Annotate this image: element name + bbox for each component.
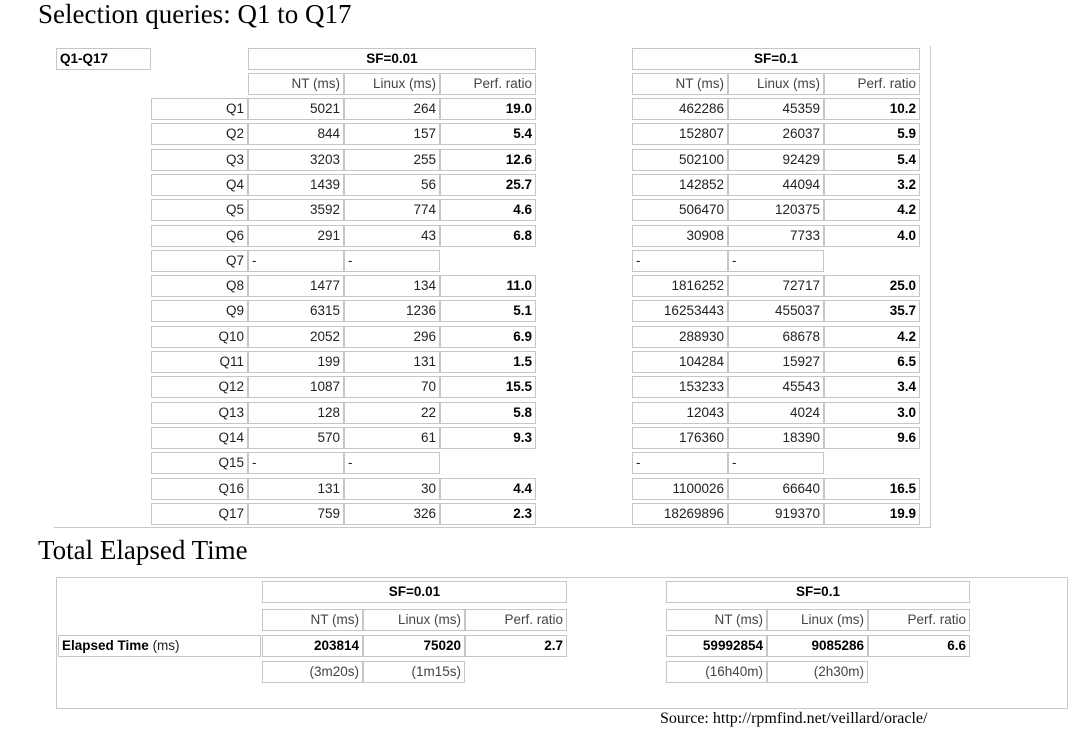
- data-cell: 45359: [728, 98, 824, 120]
- data-cell: 3203: [248, 149, 344, 171]
- data-cell: 66640: [728, 478, 824, 500]
- data-cell: 2.3: [440, 503, 536, 525]
- data-cell: 296: [344, 326, 440, 348]
- data-cell: 35.7: [824, 300, 920, 322]
- data-cell: 774: [344, 199, 440, 221]
- query-label: Q15: [151, 452, 248, 474]
- data-cell: 19.0: [440, 98, 536, 120]
- total-elapsed-time-heading: Total Elapsed Time: [38, 535, 248, 565]
- query-label: Q4: [151, 174, 248, 196]
- column-header: Perf. ratio: [868, 609, 970, 631]
- query-label: Q8: [151, 275, 248, 297]
- query-label: Q16: [151, 478, 248, 500]
- data-cell: 120375: [728, 199, 824, 221]
- data-cell: 6.8: [440, 225, 536, 247]
- data-cell: 5.4: [824, 149, 920, 171]
- data-cell: 6.9: [440, 326, 536, 348]
- query-label: Q10: [151, 326, 248, 348]
- query-label: Q6: [151, 225, 248, 247]
- data-cell: 5.1: [440, 300, 536, 322]
- column-header: Perf. ratio: [824, 73, 920, 95]
- data-cell: 30908: [632, 225, 728, 247]
- data-cell: 291: [248, 225, 344, 247]
- data-cell: 19.9: [824, 503, 920, 525]
- data-cell: 22: [344, 402, 440, 424]
- data-cell: 152807: [632, 123, 728, 145]
- elapsed-human: (1m15s): [363, 661, 465, 683]
- data-cell: 72717: [728, 275, 824, 297]
- data-cell: 25.7: [440, 174, 536, 196]
- data-cell: 15.5: [440, 376, 536, 398]
- elapsed-human: (3m20s): [262, 661, 363, 683]
- query-label: Q11: [151, 351, 248, 373]
- data-cell: 25.0: [824, 275, 920, 297]
- data-cell: 12043: [632, 402, 728, 424]
- data-cell: 142852: [632, 174, 728, 196]
- data-cell: 5.8: [440, 402, 536, 424]
- data-cell: 7733: [728, 225, 824, 247]
- data-cell: 153233: [632, 376, 728, 398]
- data-cell: 1439: [248, 174, 344, 196]
- data-cell: 506470: [632, 199, 728, 221]
- data-cell: 43: [344, 225, 440, 247]
- elapsed-value: 9085286: [767, 635, 868, 657]
- data-cell: 4024: [728, 402, 824, 424]
- data-cell: -: [344, 250, 440, 272]
- elapsed-human: (2h30m): [767, 661, 868, 683]
- data-cell: 18269896: [632, 503, 728, 525]
- column-header: Linux (ms): [344, 73, 440, 95]
- data-cell: 1100026: [632, 478, 728, 500]
- query-label: Q5: [151, 199, 248, 221]
- data-cell: 1816252: [632, 275, 728, 297]
- data-cell: -: [632, 452, 728, 474]
- query-label: Q3: [151, 149, 248, 171]
- query-label: Q1: [151, 98, 248, 120]
- column-header: Perf. ratio: [440, 73, 536, 95]
- data-cell: 3592: [248, 199, 344, 221]
- data-cell: -: [248, 250, 344, 272]
- data-cell: -: [248, 452, 344, 474]
- data-cell: 10.2: [824, 98, 920, 120]
- data-cell: 11.0: [440, 275, 536, 297]
- data-cell: 4.2: [824, 199, 920, 221]
- data-cell: 9.3: [440, 427, 536, 449]
- data-cell: 4.0: [824, 225, 920, 247]
- data-cell: 3.0: [824, 402, 920, 424]
- elapsed-value: 75020: [363, 635, 465, 657]
- query-label: Q7: [151, 250, 248, 272]
- column-header: Perf. ratio: [465, 609, 567, 631]
- data-cell: 326: [344, 503, 440, 525]
- data-cell: 1477: [248, 275, 344, 297]
- data-cell: 3.4: [824, 376, 920, 398]
- column-header: NT (ms): [262, 609, 363, 631]
- column-header: Linux (ms): [728, 73, 824, 95]
- data-cell: 4.4: [440, 478, 536, 500]
- data-cell: 3.2: [824, 174, 920, 196]
- elapsed-time-table: [56, 577, 1068, 709]
- group-header-sf01: SF=0.1: [666, 581, 970, 603]
- data-cell: 30: [344, 478, 440, 500]
- data-cell: 61: [344, 427, 440, 449]
- data-cell: 455037: [728, 300, 824, 322]
- data-cell: 12.6: [440, 149, 536, 171]
- data-cell: 759: [248, 503, 344, 525]
- data-cell: 288930: [632, 326, 728, 348]
- column-header: NT (ms): [632, 73, 728, 95]
- query-label: Q17: [151, 503, 248, 525]
- group-header-sf001: SF=0.01: [262, 581, 567, 603]
- data-cell: [824, 250, 920, 272]
- group-header-sf01: SF=0.1: [632, 48, 920, 70]
- elapsed-human: (16h40m): [666, 661, 767, 683]
- data-cell: 70: [344, 376, 440, 398]
- data-cell: 157: [344, 123, 440, 145]
- data-cell: 844: [248, 123, 344, 145]
- data-cell: 199: [248, 351, 344, 373]
- data-cell: 5.9: [824, 123, 920, 145]
- data-cell: [440, 452, 536, 474]
- query-label: Q12: [151, 376, 248, 398]
- elapsed-time-unit: (ms): [152, 638, 180, 653]
- data-cell: 264: [344, 98, 440, 120]
- elapsed-value: 59992854: [666, 635, 767, 657]
- query-label: Q14: [151, 427, 248, 449]
- data-cell: 5021: [248, 98, 344, 120]
- elapsed-value: 203814: [262, 635, 363, 657]
- data-cell: -: [728, 452, 824, 474]
- corner-label: Q1-Q17: [56, 48, 151, 70]
- data-cell: [824, 452, 920, 474]
- source-caption: Source: http://rpmfind.net/veillard/oracle/: [660, 710, 928, 727]
- elapsed-time-row-label: [58, 635, 261, 657]
- data-cell: 919370: [728, 503, 824, 525]
- data-cell: 2052: [248, 326, 344, 348]
- data-cell: 502100: [632, 149, 728, 171]
- column-header: Linux (ms): [363, 609, 465, 631]
- data-cell: [440, 250, 536, 272]
- data-cell: 462286: [632, 98, 728, 120]
- selection-queries-table: [54, 46, 931, 528]
- data-cell: 26037: [728, 123, 824, 145]
- data-cell: 16253443: [632, 300, 728, 322]
- group-header-sf001: SF=0.01: [248, 48, 536, 70]
- data-cell: 45543: [728, 376, 824, 398]
- data-cell: 128: [248, 402, 344, 424]
- data-cell: 570: [248, 427, 344, 449]
- data-cell: -: [344, 452, 440, 474]
- data-cell: 1087: [248, 376, 344, 398]
- data-cell: 6.5: [824, 351, 920, 373]
- data-cell: 68678: [728, 326, 824, 348]
- data-cell: 44094: [728, 174, 824, 196]
- column-header: Linux (ms): [767, 609, 868, 631]
- data-cell: 4.6: [440, 199, 536, 221]
- data-cell: 9.6: [824, 427, 920, 449]
- selection-queries-heading: Selection queries: Q1 to Q17: [38, 0, 352, 29]
- column-header: NT (ms): [666, 609, 767, 631]
- data-cell: 15927: [728, 351, 824, 373]
- query-label: Q13: [151, 402, 248, 424]
- data-cell: 1236: [344, 300, 440, 322]
- elapsed-value: 6.6: [868, 635, 970, 657]
- data-cell: 131: [248, 478, 344, 500]
- query-label: Q9: [151, 300, 248, 322]
- data-cell: 92429: [728, 149, 824, 171]
- data-cell: -: [632, 250, 728, 272]
- data-cell: 131: [344, 351, 440, 373]
- column-header: NT (ms): [248, 73, 344, 95]
- data-cell: 104284: [632, 351, 728, 373]
- elapsed-time-label: Elapsed Time: [62, 638, 149, 653]
- data-cell: -: [728, 250, 824, 272]
- query-label: Q2: [151, 123, 248, 145]
- data-cell: 255: [344, 149, 440, 171]
- data-cell: 5.4: [440, 123, 536, 145]
- data-cell: 1.5: [440, 351, 536, 373]
- data-cell: 18390: [728, 427, 824, 449]
- data-cell: 176360: [632, 427, 728, 449]
- data-cell: 6315: [248, 300, 344, 322]
- data-cell: 4.2: [824, 326, 920, 348]
- data-cell: 16.5: [824, 478, 920, 500]
- data-cell: 56: [344, 174, 440, 196]
- data-cell: 134: [344, 275, 440, 297]
- elapsed-value: 2.7: [465, 635, 567, 657]
